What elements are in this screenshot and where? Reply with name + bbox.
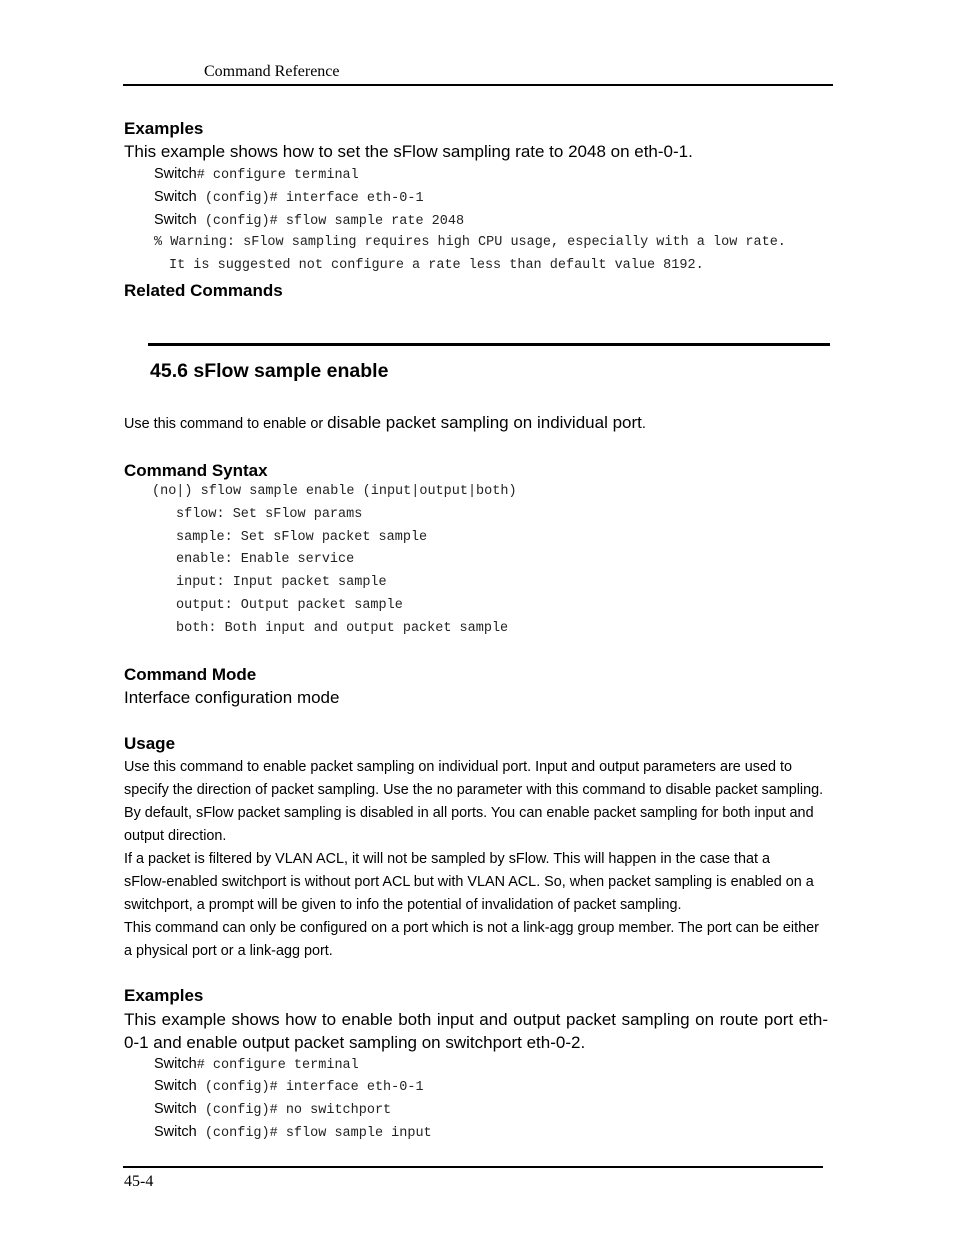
syntax-param: sample: Set sFlow packet sample bbox=[176, 530, 428, 545]
related-commands-heading: Related Commands bbox=[124, 281, 283, 300]
code-command: (config)# sflow sample rate 2048 bbox=[196, 214, 465, 229]
section-intro bbox=[124, 413, 646, 433]
syntax-param: sflow: Set sFlow params bbox=[176, 507, 363, 522]
code-command: # configure terminal bbox=[196, 168, 359, 183]
section-rule bbox=[148, 343, 830, 346]
code-line bbox=[154, 1056, 359, 1073]
examples-heading: Examples bbox=[124, 119, 204, 138]
code-line bbox=[154, 166, 359, 183]
usage-line: Use this command to enable packet sampling on individual port. Input and output parameters are used to bbox=[124, 759, 792, 775]
usage-heading: Usage bbox=[124, 734, 176, 753]
section-name: sFlow sample enable bbox=[193, 360, 389, 382]
syntax-param: output: Output packet sample bbox=[176, 598, 403, 613]
warning-line: % Warning: sFlow sampling requires high CPU usage, especially with a low rate. bbox=[154, 235, 786, 250]
code-prompt: Switch bbox=[154, 166, 197, 182]
intro-text: disable packet sampling on individual port bbox=[327, 413, 642, 432]
command-mode-text: Interface configuration mode bbox=[124, 688, 340, 707]
warning-line: It is suggested not configure a rate less than default value 8192. bbox=[169, 258, 704, 273]
command-mode-heading: Command Mode bbox=[124, 665, 257, 684]
code-prompt: Switch bbox=[154, 1124, 197, 1140]
code-prompt: Switch bbox=[154, 212, 197, 228]
command-syntax-heading: Command Syntax bbox=[124, 461, 268, 480]
section-title bbox=[150, 360, 388, 383]
examples-description: This example shows how to enable both input and output packet sampling on route port eth-0-1 and enable output packet sampling on switchport eth-0-2. bbox=[124, 1010, 828, 1052]
code-prompt: Switch bbox=[154, 189, 197, 205]
intro-text: . bbox=[641, 416, 646, 432]
header-title: Command Reference bbox=[204, 63, 340, 80]
footer-rule bbox=[123, 1166, 823, 1168]
usage-paragraph bbox=[124, 756, 832, 963]
intro-text: Use this command to enable or bbox=[124, 416, 328, 432]
code-prompt: Switch bbox=[154, 1056, 197, 1072]
usage-line: specify the direction of packet sampling. Use the no parameter with this command to disable packet sampling. bbox=[124, 782, 824, 798]
code-prompt: Switch bbox=[154, 1101, 197, 1117]
usage-line: output direction. bbox=[124, 828, 227, 844]
code-command: (config)# interface eth-0-1 bbox=[196, 1080, 424, 1095]
section-number: 45.6 bbox=[150, 360, 188, 382]
usage-line: By default, sFlow packet sampling is disabled in all ports. You can enable packet sampling for both input and bbox=[124, 805, 814, 821]
syntax-command: (no|) sflow sample enable (input|output|both) bbox=[152, 484, 517, 499]
code-command: # configure terminal bbox=[196, 1058, 359, 1073]
usage-line: switchport, a prompt will be given to info the potential of invalidation of packet sampling. bbox=[124, 897, 682, 913]
header-rule bbox=[123, 84, 833, 86]
usage-line: a physical port or a link-agg port. bbox=[124, 943, 333, 959]
examples-description: This example shows how to set the sFlow sampling rate to 2048 on eth-0-1. bbox=[124, 142, 693, 161]
code-command: (config)# no switchport bbox=[196, 1103, 392, 1118]
code-line bbox=[154, 189, 424, 206]
code-line bbox=[154, 212, 464, 229]
code-command: (config)# interface eth-0-1 bbox=[196, 191, 424, 206]
syntax-param: both: Both input and output packet sample bbox=[176, 621, 509, 636]
usage-line: This command can only be configured on a port which is not a link-agg group member. The port can be either bbox=[124, 920, 819, 936]
syntax-param: enable: Enable service bbox=[176, 552, 355, 567]
usage-line: sFlow-enabled switchport is without port ACL but with VLAN ACL. So, when packet sampling is enabled on a bbox=[124, 874, 814, 890]
syntax-param: input: Input packet sample bbox=[176, 575, 387, 590]
code-line bbox=[154, 1078, 424, 1095]
code-command: (config)# sflow sample input bbox=[196, 1126, 432, 1141]
examples-heading: Examples bbox=[124, 986, 204, 1005]
page-number: 45-4 bbox=[124, 1173, 154, 1190]
code-line bbox=[154, 1101, 391, 1118]
code-line bbox=[154, 1124, 432, 1141]
usage-line: If a packet is filtered by VLAN ACL, it will not be sampled by sFlow. This will happen in the case that a bbox=[124, 851, 771, 867]
code-prompt: Switch bbox=[154, 1078, 197, 1094]
